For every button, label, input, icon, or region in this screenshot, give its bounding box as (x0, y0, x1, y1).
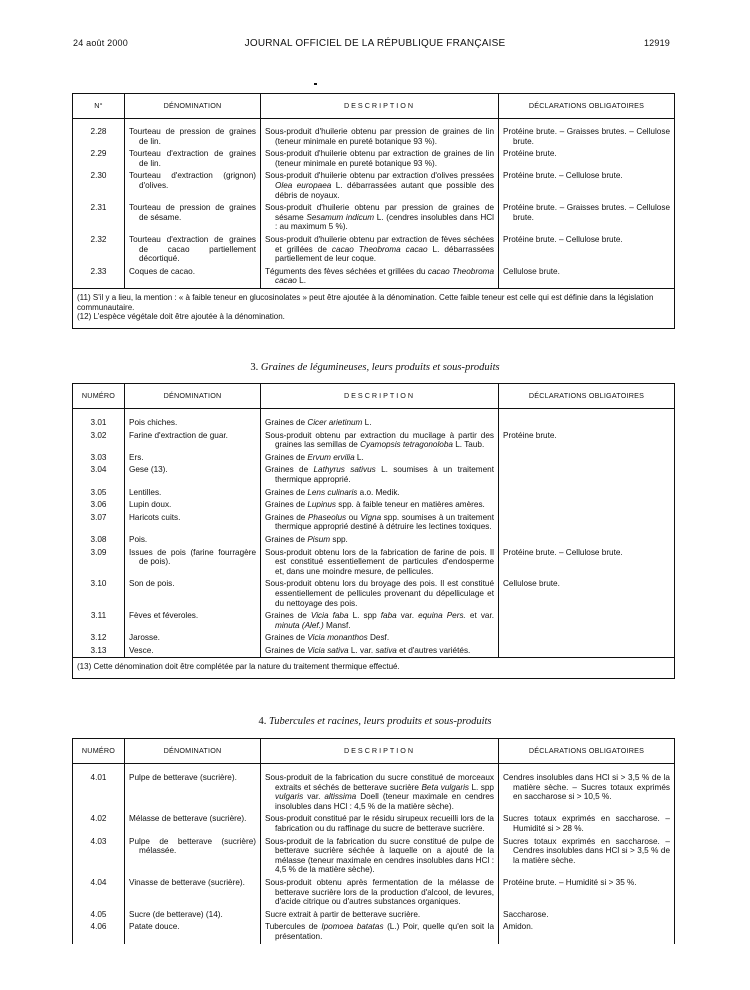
table-legumes (72, 383, 675, 679)
entry-denomination: Farine d'extraction de guar. (129, 430, 228, 440)
col-header-declarations: DÉCLARATIONS OBLIGATOIRES (499, 384, 675, 409)
entry-number: 4.02 (90, 814, 107, 824)
entry-description: Graines de Vicia faba L. spp faba var. equina Pers. et var. minuta (Alef.) Mansf. (265, 611, 495, 630)
entry-description: Sous-produit obtenu lors de la fabrication de farine de pois. Il est constitué essentiellement de particules d'endosperme et, dans une moindre mesure, de pellicules. (265, 547, 494, 576)
entry-number: 4.04 (90, 877, 107, 887)
entry-description: Sous-produit d'huilerie obtenu par extraction d'olives pressées Olea europaea L. débarrassées autant que possible des débris de noyaux. (265, 171, 495, 200)
entry-number: 3.09 (90, 547, 107, 557)
entry-number: 3.02 (90, 430, 107, 440)
entry-description: Sous-produit d'huilerie obtenu par pression de graines de sésame Sesamum indicum L. (cendres insolubles dans HCl : au maximum 5 %). (265, 203, 494, 232)
entry-declarations: Protéine brute. – Graisses brutes. – Cellulose brute. (503, 203, 670, 222)
page-number: 12919 (643, 38, 670, 48)
table-row (73, 578, 675, 610)
entry-denomination: Mélasse de betterave (sucrière). (129, 814, 247, 824)
table-row (73, 266, 675, 289)
col-header-number: N° (73, 94, 125, 119)
entry-number: 3.01 (90, 418, 107, 427)
entry-declarations: Saccharose. (503, 909, 549, 919)
entry-number: 3.08 (90, 534, 107, 544)
entry-denomination: Lupin doux. (129, 500, 172, 510)
entry-denomination: Vesce. (129, 645, 154, 655)
footnote: (12) L'espèce végétale doit être ajoutée à la dénomination. (77, 312, 285, 322)
entry-number: 2.28 (90, 127, 107, 136)
journal-title: JOURNAL OFFICIEL DE LA RÉPUBLIQUE FRANÇAISE (244, 38, 506, 49)
entry-declarations: Protéine brute. (503, 430, 557, 440)
entry-declarations: Protéine brute. – Cellulose brute. (503, 171, 623, 181)
entry-denomination: Pulpe de betterave (sucrière). (129, 773, 237, 782)
table-row (73, 512, 675, 534)
entry-denomination: Jarosse. (129, 633, 160, 643)
col-header-declarations: DÉCLARATIONS OBLIGATOIRES (499, 739, 675, 764)
table-footnotes (73, 288, 675, 328)
entry-description: Graines de Cicer arietinum L. (265, 418, 372, 427)
entry-denomination: Tourteau de pression de graines de sésame. (129, 203, 256, 222)
table-footnotes (73, 658, 675, 679)
entry-description: Sous-produit d'huilerie obtenu par pression de graines de lin (teneur minimale en pureté botanique 93 %). (265, 127, 494, 146)
table-oilseed-products (72, 93, 675, 329)
entry-description: Sous-produit d'huilerie obtenu par extraction de graines de lin (teneur minimale en pureté botanique 93 %). (265, 149, 494, 168)
entry-number: 3.06 (90, 500, 107, 510)
entry-description: Sous-produit obtenu lors du broyage des pois. Il est constitué essentiellement de pellicules provenant du dépelliculage et du nettoyage des pois. (265, 579, 494, 608)
entry-denomination: Patate douce. (129, 922, 180, 932)
entry-declarations: Protéine brute. – Cellulose brute. (503, 234, 623, 244)
table-row (73, 632, 675, 645)
col-header-declarations: DÉCLARATIONS OBLIGATOIRES (499, 94, 675, 119)
entry-number: 3.10 (90, 579, 107, 589)
col-header-number: NUMÉRO (73, 384, 125, 409)
col-header-description: DESCRIPTION (261, 739, 499, 764)
entry-declarations: Amidon. (503, 922, 534, 932)
entry-denomination: Lentilles. (129, 487, 162, 497)
entry-description: Sous-produit de la fabrication du sucre constitué de morceaux extraits et séchés de betterave sucrière Beta vulgaris L. spp vulgaris var. altissima Doell (teneur maximale en cendres insolubles dans HCl : 4,5 % de la matière sèche). (265, 773, 494, 811)
entry-declarations: Sucres totaux exprimés en saccharose. – Humidité si > 28 %. (503, 814, 670, 833)
section-title: Tubercules et racines, leurs produits et sous-produits (268, 716, 492, 727)
entry-declarations: Sucres totaux exprimés en saccharose. – Cendres insolubles dans HCl si > 3,5 % de la matière sèche. (503, 836, 670, 865)
section-heading (0, 362, 750, 373)
entry-declarations: Protéine brute. – Humidité si > 35 %. (503, 877, 637, 887)
entry-declarations: Cellulose brute. (503, 579, 560, 589)
entry-denomination: Vinasse de betterave (sucrière). (129, 877, 245, 887)
col-header-denomination: DÉNOMINATION (125, 384, 261, 409)
entry-description: Graines de Vicia monanthos Desf. (265, 633, 390, 643)
entry-description: Sucre extrait à partir de betterave sucrière. (265, 909, 421, 919)
table-row (73, 772, 675, 813)
entry-description: Graines de Lupinus spp. à faible teneur en matières amères. (265, 500, 485, 510)
entry-denomination: Tourteau d'extraction (grignon) d'olives. (129, 171, 256, 190)
table-row (73, 813, 675, 835)
entry-number: 3.05 (90, 487, 107, 497)
entry-number: 3.04 (90, 465, 107, 475)
col-header-denomination: DÉNOMINATION (125, 94, 261, 119)
entry-description: Sous-produit de la fabrication du sucre constitué de pulpe de betterave sucrière séchée à laquelle on a ajouté de la mélasse (teneur maximale en cendres insolubles dans HCl : 4,5 % de la matière sèche). (265, 836, 494, 875)
table-row (73, 430, 675, 452)
entry-number: 4.03 (90, 836, 107, 846)
entry-description: Sous-produit d'huilerie obtenu par extraction de fèves séchées et grillées de cacao Theobroma cacao L. débarrassées partiellement de leur coque. (265, 234, 494, 264)
entry-description: Graines de Lens culinaris a.o. Medik. (265, 487, 400, 497)
entry-number: 4.06 (90, 922, 107, 932)
entry-number: 2.32 (90, 234, 107, 244)
entry-description: Sous-produit constitué par le résidu sirupeux recueilli lors de la fabrication ou du raffinage du sucre de betterave sucrière. (265, 814, 494, 833)
footnote: (11) S'il y a lieu, la mention : « à faible teneur en glucosinolates » peut être ajoutée à la dénomination. Cette faible teneur est celle qui est définie dans la législation communautaire. (77, 292, 654, 312)
print-mark (314, 83, 317, 85)
entry-denomination: Coques de cacao. (129, 266, 195, 276)
table-row (73, 202, 675, 234)
header-date: 24 août 2000 (73, 38, 128, 48)
entry-number: 2.29 (90, 149, 107, 159)
entry-denomination: Son de pois. (129, 579, 175, 589)
entry-denomination: Pois chiches. (129, 418, 178, 427)
entry-denomination: Tourteau de pression de graines de lin. (129, 127, 256, 146)
entry-description: Graines de Lathyrus sativus L. soumises à un traitement thermique approprié. (265, 465, 494, 484)
entry-description: Tubercules de Ipomoea batatas (L.) Poir, quelle qu'en soit la présentation. (265, 922, 495, 941)
table-row (73, 234, 675, 266)
table-row (73, 126, 675, 148)
entry-description: Graines de Pisum spp. (265, 534, 348, 544)
section-heading (0, 716, 750, 727)
entry-declarations: Protéine brute. – Graisses brutes. – Cellulose brute. (503, 127, 670, 146)
entry-number: 4.01 (90, 773, 107, 782)
table-row (73, 547, 675, 579)
table-row (73, 452, 675, 465)
entry-number: 3.13 (90, 645, 107, 655)
entry-number: 3.12 (90, 633, 107, 643)
col-header-number: NUMÉRO (73, 739, 125, 764)
footnote: (13) Cette dénomination doit être complétée par la nature du traitement thermique effectué. (77, 662, 400, 672)
entry-declarations: Cellulose brute. (503, 266, 560, 276)
table-row (73, 534, 675, 547)
section-title: Graines de légumineuses, leurs produits et sous-produits (260, 362, 500, 373)
entry-denomination: Ers. (129, 452, 144, 462)
entry-declarations: Cendres insolubles dans HCl si > 3,5 % de la matière sèche. – Sucres totaux exprimés en saccharose si > 10,5 %. (503, 773, 670, 802)
table-row (73, 877, 675, 909)
entry-denomination: Haricots cuits. (129, 512, 181, 522)
entry-description: Graines de Vicia sativa L. var. sativa et d'autres variétés. (265, 645, 471, 655)
table-row (73, 909, 675, 922)
entry-description: Sous-produit obtenu après fermentation de la mélasse de betterave sucrière lors de la production d'alcool, de levures, d'acide citrique ou d'autres substances organiques. (265, 877, 494, 907)
entry-description: Graines de Ervum ervilia L. (265, 452, 364, 462)
table-row (73, 610, 675, 632)
entry-denomination: Pulpe de betterave (sucrière) mélassée. (129, 836, 256, 856)
entry-denomination: Fèves et féveroles. (129, 611, 199, 621)
col-header-denomination: DÉNOMINATION (125, 739, 261, 764)
entry-description: Sous-produit obtenu par extraction du mucilage à partir des graines las semillas de Cyamopsis tetragonoloba L. Taub. (265, 430, 494, 450)
table-row (73, 464, 675, 486)
table-row (73, 645, 675, 658)
section-number: 3. (250, 362, 259, 373)
entry-description: Graines de Phaseolus ou Vigna spp. soumises à un traitement thermique approprié destiné à détruire les lectines toxiques. (265, 512, 494, 532)
table-tubers-roots (72, 738, 675, 944)
entry-declarations: Protéine brute. (503, 149, 557, 159)
entry-number: 4.05 (90, 909, 107, 919)
entry-denomination: Pois. (129, 534, 148, 544)
entry-number: 3.11 (90, 611, 107, 621)
table-row (73, 499, 675, 512)
entry-denomination: Tourteau d'extraction de graines de lin. (129, 149, 256, 168)
entry-number: 2.31 (90, 203, 107, 213)
col-header-description: DESCRIPTION (261, 94, 499, 119)
section-number: 4. (258, 716, 267, 727)
table-row (73, 836, 675, 877)
table-row (73, 487, 675, 500)
entry-number: 2.30 (90, 171, 107, 181)
entry-denomination: Issues de pois (farine fourragère de pois). (129, 547, 256, 567)
entry-description: Téguments des fèves séchées et grillées du cacao Theobroma cacao L. (265, 266, 494, 286)
entry-number: 3.03 (90, 452, 107, 462)
entry-denomination: Tourteau d'extraction de graines de cacao partiellement décortiqué. (129, 234, 256, 264)
entry-denomination: Gese (13). (129, 465, 168, 475)
table-row (73, 417, 675, 430)
table-row (73, 170, 675, 202)
table-row (73, 921, 675, 943)
entry-number: 2.33 (90, 266, 107, 276)
entry-declarations: Protéine brute. – Cellulose brute. (503, 547, 623, 557)
entry-number: 3.07 (90, 512, 107, 522)
entry-denomination: Sucre (de betterave) (14). (129, 909, 223, 919)
table-row (73, 148, 675, 170)
col-header-description: DESCRIPTION (261, 384, 499, 409)
